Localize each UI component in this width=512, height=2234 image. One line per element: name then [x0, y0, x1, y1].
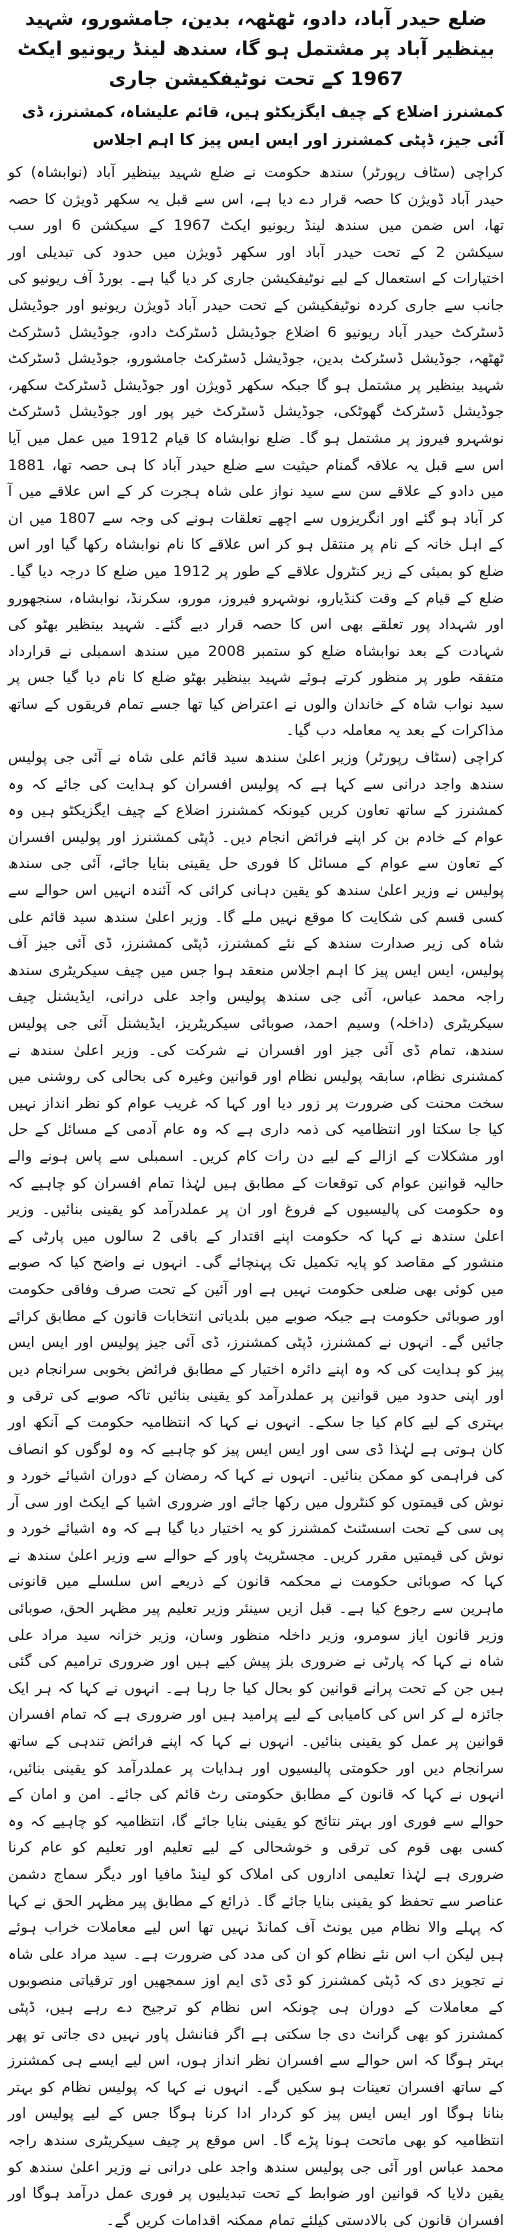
article-subheadline: کمشنرز اضلاع کے چیف ایگزیکٹو ہیں، قائم علیشاہ، کمشنرز، ڈی آئی جیز، ڈپٹی کمشنرز اور ایس ایس پیز کا اہم اجلاس	[21, 103, 504, 149]
article-headline: ضلع حیدر آباد، دادو، ٹھٹھہ، بدین، جامشورو، شہید بینظیر آباد پر مشتمل ہو گا، سندھ لینڈ ریونیو ایکٹ 1967 کے تحت نوٹیفکیشن جاری	[17, 8, 495, 90]
article-paragraph-1: کراچی (سٹاف رپورٹر) سندھ حکومت نے ضلع شہید بینظیر آباد (نوابشاہ) کو حیدر آباد ڈویژن کا حصہ قرار دے دیا ہے، اس سے قبل یہ سکھر ڈویژن کا حصہ تھا، اس ضمن میں سندھ لینڈ ریونیو ایکٹ 1967 کے سیکشن 6 اور سب سیکشن 2 کے تحت حیدر آباد اور سکھر ڈویژن میں حدود کی تبدیلی اور اختیارات کے استعمال کے لیے نوٹیفکیشن جاری کر دیا گیا ہے۔ بورڈ آف ریونیو کی جانب سے جاری کردہ نوٹیفکیشن کے تحت حیدر آباد ڈویژن ریونیو اور جوڈیشل ڈسٹرکٹ حیدر آباد ریونیو 6 اضلاع جوڈیشل ڈسٹرکٹ دادو، جوڈیشل ڈسٹرکٹ ٹھٹھہ، جوڈیشل ڈسٹرکٹ بدین، جوڈیشل ڈسٹرکٹ جامشورو، جوڈیشل ڈسٹرکٹ شہید بینظیر پر مشتمل ہو گا جبکہ سکھر ڈویژن اور جوڈیشل ڈسٹرکٹ سکھر، جوڈیشل ڈسٹرکٹ گھوٹکی، جوڈیشل ڈسٹرکٹ خیر پور اور جوڈیشل ڈسٹرکٹ نوشہرو فیروز پر مشتمل ہو گا۔ ضلع نوابشاہ کا قیام 1912 میں عمل میں آیا اس سے قبل یہ علاقہ گمنام حیثیت سے ضلع حیدر آباد کا ہی حصہ تھا، 1881 میں دادو کے علاقے سن سے سید نواز علی شاہ ہجرت کر کے اس علاقے میں آ کر آباد ہو گئے اور انگریزوں سے اچھے تعلقات ہونے کی وجہ سے 1807 میں ان کے اہل خانہ کے نام پر منتقل ہو کر اس علاقے کا نام نوابشاہ رکھا گیا اور اس ضلع کو بمبئی کے زیر کنٹرول علاقے کے طور پر 1912 میں ضلع کا درجہ دیا گیا۔ ضلع کے قیام کے وقت کنڈیارو، نوشہرو فیروز، مورو، سکرنڈ، نوابشاہ، سنجھورو اور شہداد پور تعلقے بھی اس کا حصہ قرار دیے گئے۔ شہید بینظیر بھٹو کی شہادت کے بعد نوابشاہ ضلع کو ستمبر 2008 میں سندھ اسمبلی نے قرارداد متفقہ طور پر منظور کرتے ہوئے شہید بینظیر بھٹو ضلع کا نام دیا گیا جس پر سید نواب شاہ کے خاندان والوں نے اعتراض کیا تھا جسے تمام فریقوں کے ساتھ مذاکرات کے بعد یہ معاملہ دب گیا۔	[8, 164, 505, 740]
article-paragraph-2: کراچی (سٹاف رپورٹر) وزیر اعلیٰ سندھ سید قائم علی شاہ نے آئی جی پولیس سندھ واجد درانی سے کہا ہے کہ پولیس افسران کو ہدایت کی جائے کہ وہ کمشنرز کے ساتھ تعاون کریں کیونکہ کمشنرز اضلاع کے چیف ایگزیکٹو ہیں وہ عوام کے خادم بن کر اپنے فرائض انجام دیں۔ ڈپٹی کمشنرز اور پولیس افسران کے تعاون سے عوام کے مسائل کا فوری حل یقینی بنایا جائے، آئی جی سندھ پولیس نے وزیر اعلیٰ سندھ کو یقین دہانی کرائی کہ آئندہ انہیں اس حوالے سے کسی قسم کی شکایت کا موقع نہیں ملے گا۔ وزیر اعلیٰ سندھ سید قائم علی شاہ کی زیر صدارت سندھ کے نئے کمشنرز، ڈپٹی کمشنرز، ڈی آئی جیز آف پولیس، ایس ایس پیز کا اہم اجلاس منعقد ہوا جس میں چیف سیکریٹری سندھ راجہ محمد عباس، آئی جی سندھ پولیس واجد علی درانی، ایڈیشنل چیف سیکریٹری (داخلہ) وسیم احمد، صوبائی سیکریٹریز، ایڈیشنل آئی جی پولیس سندھ، تمام ڈی آئی جیز اور افسران نے شرکت کی۔ وزیر اعلیٰ سندھ نے کمشنری نظام، سابقہ پولیس نظام اور قوانین وغیرہ کی بحالی کی روشنی میں سخت محنت کی ضرورت پر زور دیا اور کہا کہ غریب عوام کو نظر انداز نہیں کیا جا سکتا اور انتظامیہ کی ذمہ داری ہے کہ وہ عام آدمی کے مسائل کے حل اور مشکلات کے ازالے کے لیے دن رات کام کریں۔ اسمبلی سے پاس ہونے والے حالیہ قوانین عوام کی توقعات کے مطابق ہیں لہٰذا تمام افسران کو چاہیے کہ وہ حکومت کی پالیسیوں کے فروغ اور ان پر عملدرآمد کو یقینی بنائیں۔ وزیر اعلیٰ سندھ نے کہا کہ حکومت اپنے اقتدار کے باقی 2 سالوں میں پارٹی کے منشور کے مقاصد کو پایہ تکمیل تک پہنچائے گی۔ انہوں نے واضح کیا کہ صوبے میں کوئی بھی ضلعی حکومت نہیں ہے اور آئین کے تحت صرف وفاقی حکومت اور صوبائی حکومت ہے جبکہ صوبے میں بلدیاتی انتخابات قانون کے مطابق کرائے جائیں گے۔ انہوں نے کمشنرز، ڈپٹی کمشنرز، ڈی آئی جیز پولیس اور ایس ایس پیز کو ہدایت کی کہ وہ اپنے دائرہ اختیار کے مطابق فرائض بخوبی سرانجام دیں اور اپنی حدود میں قوانین پر عملدرآمد کو یقینی بنائیں تاکہ صوبے کی ترقی و بہتری کے لیے کام کیا جا سکے۔ انہوں نے کہا کہ انتظامیہ حکومت کے آنکھ اور کان ہوتی ہے لہٰذا ڈی سی اور ایس ایس پیز کو چاہیے کہ وہ لوگوں کو انصاف کی فراہمی کو ممکن بنائیں۔ انہوں نے کہا کہ رمضان کے دوران اشیائے خورد و نوش کی قیمتوں کو کنٹرول میں رکھا جائے اور ضروری اشیا کے ایکٹ اور سی آر پی سی کے تحت اسسٹنٹ کمشنرز کو یہ اختیار دیا گیا ہے کہ وہ اشیائے خورد و نوش کی قیمتیں مقرر کریں۔ مجسٹریٹ پاور کے حوالے سے وزیر اعلیٰ سندھ نے کہا کہ صوبائی حکومت نے محکمہ قانون کے ذریعے اس سلسلے میں قانونی ماہرین سے رجوع کیا ہے۔ قبل ازیں سینئر وزیر تعلیم پیر مظہر الحق، صوبائی وزیر قانون ایاز سومرو، وزیر داخلہ منظور وسان، وزیر خزانہ سید مراد علی شاہ نے کہا کہ پارٹی نے ضروری بلز پیش کیے ہیں اور ضروری ترامیم کی گئی ہیں جن کے تحت پرانے قوانین کو بحال کیا جا رہا ہے۔ انہوں نے کہا کہ ہر ایک جائزہ لے کر اس کی کامیابی کے لیے پرامید ہیں اور ضروری ہے کہ تمام افسران قوانین پر عمل کو یقینی بنائیں۔ انہوں نے کہا کہ اپنے فرائض تندہی کے ساتھ سرانجام دیں اور حکومتی پالیسیوں اور ہدایات پر عملدرآمد کو یقینی بنائیں، انہوں نے کہا کہ قانون کے مطابق حکومتی رٹ قائم کی جائے۔ امن و امان کے حوالے سے فوری اور بہتر نتائج کو یقینی بنایا جائے گا، انتظامیہ کو چاہیے کہ وہ کسی بھی قوم کی ترقی و خوشحالی کے لیے تعلیم اور تعلیم کو عام کرنا ضروری ہے لہٰذا تعلیمی اداروں کی املاک کو لینڈ مافیا اور دیگر سماج دشمن عناصر سے تحفظ کو یقینی بنایا جائے گا۔ ذرائع کے مطابق پیر مظہر الحق نے کہا کہ پہلے والا نظام میں یونٹ آف کمانڈ نہیں تھا اس لیے معاملات خراب ہوئے ہیں لیکن اب اس نئے نظام کو ان کی مدد کی ضرورت ہے۔ سید مراد علی شاہ نے تجویز دی کہ ڈپٹی کمشنرز کو ڈی ڈی ایم اوز سمجھیں اور ترقیاتی منصوبوں کے معاملات کے دوران ہی چونکہ اس نظام کو ترجیح دے رہے ہیں، ڈپٹی کمشنرز کو بھی گرانٹ دی جا سکتی ہے اگر فنانشل پاور نہیں دی جاتی تو پھر بہتر ہوگا کہ اس حوالے سے افسران نظر انداز ہوں، اس لیے ایسے ہی کمشنرز کے ساتھ افسران تعینات ہو سکیں گے۔ انہوں نے کہا کہ پولیس نظام کو بہتر بنانا ہوگا اور ایس ایس پیز کو کردار ادا کرنا ہوگا جس کے لیے پولیس اور انتظامیہ کو بھی ماتحت ہونا پڑے گا۔ اس موقع پر چیف سیکریٹری سندھ راجہ محمد عباس اور آئی جی پولیس سندھ واجد علی درانی نے وزیر اعلیٰ سندھ کو یقین دلایا کہ قوانین اور ضوابط کے تحت تبدیلیوں پر فوری عمل درآمد ہوگا اور افسران قانون کی بالادستی کیلئے تمام ممکنہ اقدامات کریں گے۔	[8, 749, 504, 2229]
